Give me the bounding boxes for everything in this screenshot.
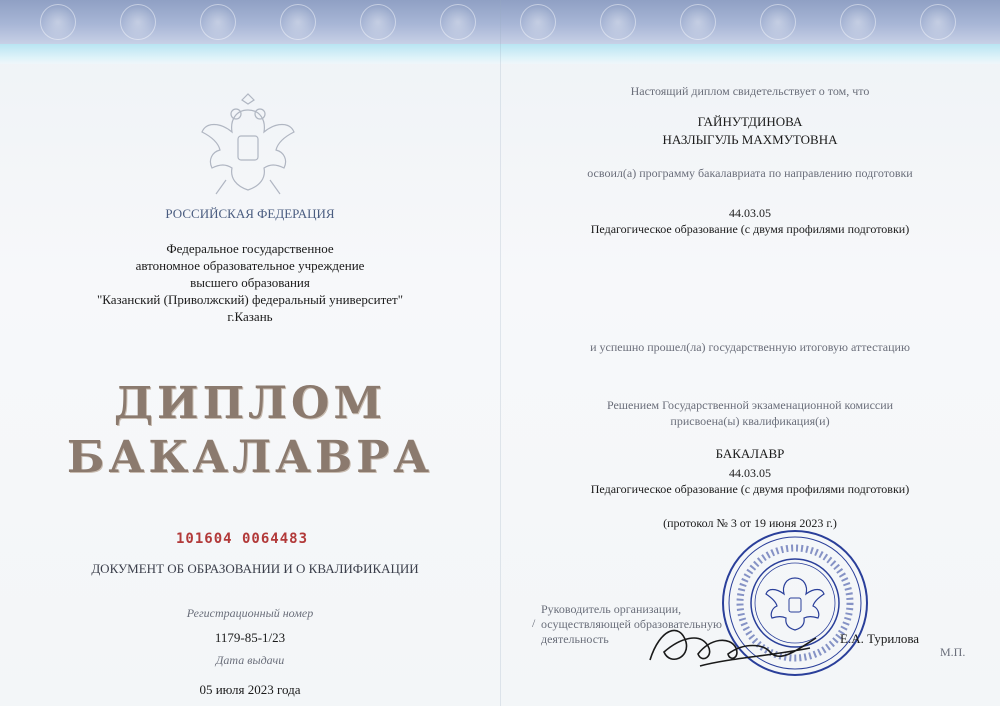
issue-date: 05 июля 2023 года xyxy=(199,682,301,697)
protocol-text: (протокол № 3 от 19 июня 2023 г.) xyxy=(663,516,837,530)
institution-line: г.Казань xyxy=(227,309,273,324)
rosette-icon xyxy=(680,4,716,40)
head-title-line: Руководитель организации, xyxy=(541,602,682,616)
issue-date-label: Дата выдачи xyxy=(215,653,285,667)
country-label: РОССИЙСКАЯ ФЕДЕРАЦИЯ xyxy=(165,206,335,221)
rosette-icon xyxy=(760,4,796,40)
signature xyxy=(640,608,840,678)
coat-of-arms-icon xyxy=(196,92,300,202)
document-type: ДОКУМЕНТ ОБ ОБРАЗОВАНИИ И О КВАЛИФИКАЦИИ xyxy=(91,561,419,576)
rosette-icon xyxy=(520,4,556,40)
attestation-text: и успешно прошел(ла) государственную итоговую аттестацию xyxy=(590,340,910,354)
rosette-icon xyxy=(200,4,236,40)
rosette-icon xyxy=(40,4,76,40)
commission-line-1: Решением Государственной экзаменационной комиссии xyxy=(606,398,894,412)
commission-line-2: присвоена(ы) квалификация(и) xyxy=(670,414,830,428)
reg-number-label: Регистрационный номер xyxy=(186,606,314,620)
divider-mark: / xyxy=(532,616,536,630)
holder-name: НАЗЛЫГУЛЬ МАХМУТОВНА xyxy=(662,132,838,147)
institution-line: Федеральное государственное xyxy=(166,241,334,256)
rosette-icon xyxy=(360,4,396,40)
rosette-icon xyxy=(280,4,316,40)
institution-line: автономное образовательное учреждение xyxy=(135,258,365,273)
rosette-icon xyxy=(920,4,956,40)
reg-number: 1179-85-1/23 xyxy=(214,630,286,645)
qualification-direction: Педагогическое образование (с двумя профилями подготовки) xyxy=(590,482,910,496)
direction-code: 44.03.05 xyxy=(729,206,771,220)
institution-line: высшего образования xyxy=(190,275,310,290)
rosette-icon xyxy=(440,4,476,40)
institution-block xyxy=(90,240,410,325)
head-name: Е.А. Турилова xyxy=(840,631,920,646)
rosette-icon xyxy=(840,4,876,40)
seal-place-label: М.П. xyxy=(940,645,966,659)
institution-line: "Казанский (Приволжский) федеральный университет" xyxy=(96,292,404,307)
serial-number: 101604 0064483 xyxy=(176,531,309,547)
title-line-1: ДИПЛОМ xyxy=(113,378,387,429)
qualification: БАКАЛАВР xyxy=(715,446,785,461)
intro-text: Настоящий диплом свидетельствует о том, что xyxy=(630,84,870,98)
rosette-icon xyxy=(120,4,156,40)
page-fold xyxy=(500,0,501,706)
holder-surname: ГАЙНУТДИНОВА xyxy=(697,114,803,129)
head-title-line: деятельность xyxy=(541,632,609,646)
title-line-2: БАКАЛАВРА xyxy=(66,432,434,483)
program-text: освоил(а) программу бакалавриата по направлению подготовки xyxy=(587,166,913,180)
qualification-code: 44.03.05 xyxy=(729,466,771,480)
head-title-line: осуществляющей образовательную xyxy=(541,617,722,631)
rosette-icon xyxy=(600,4,636,40)
direction-name: Педагогическое образование (с двумя профилями подготовки) xyxy=(590,222,910,236)
